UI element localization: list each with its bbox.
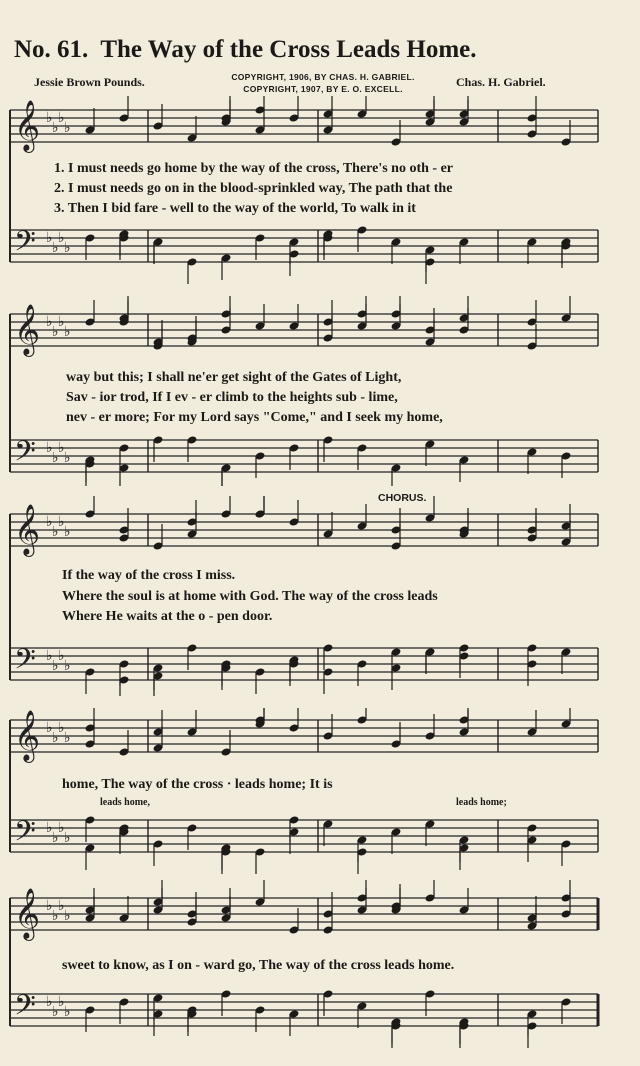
svg-text:♭: ♭ — [64, 830, 71, 846]
treble-staff — [10, 898, 598, 930]
svg-text:♭: ♭ — [46, 720, 53, 736]
svg-text:♭: ♭ — [58, 440, 65, 456]
svg-text:♭: ♭ — [58, 720, 65, 736]
verse-1-line-3: If the way of the cross I miss. — [62, 568, 236, 583]
copyright-notice — [198, 71, 448, 95]
chorus-label: CHORUS. — [378, 492, 427, 504]
svg-text:♭: ♭ — [52, 1004, 59, 1020]
verse-1-line-2: way but this; I shall ne'er get sight of the Gates of Light, — [66, 370, 402, 385]
verse-2-line-3: Where the soul is at home with God. The way of the cross leads — [62, 589, 438, 604]
treble-staff — [10, 110, 598, 142]
svg-text:𝄢: 𝄢 — [14, 643, 36, 683]
refrain-line-1: home, The way of the cross · leads home; It is — [62, 777, 333, 792]
hymn-title: The Way of the Cross Leads Home. — [100, 36, 477, 63]
echo-text-left: leads home, — [100, 797, 150, 808]
verse-3-line-3: Where He waits at the o - pen door. — [62, 609, 273, 624]
treble-staff — [10, 514, 598, 546]
copyright-line: COPYRIGHT, 1906, BY CHAS. H. GABRIEL. — [231, 72, 415, 82]
svg-text:𝄞: 𝄞 — [14, 304, 41, 355]
svg-text:𝄞: 𝄞 — [14, 504, 41, 555]
bass-staff — [10, 820, 598, 852]
svg-text:♭: ♭ — [46, 994, 53, 1010]
svg-text:𝄢: 𝄢 — [14, 435, 36, 475]
svg-text:♭: ♭ — [58, 820, 65, 836]
svg-text:♭: ♭ — [46, 514, 53, 530]
svg-text:♭: ♭ — [64, 324, 71, 340]
bass-staff — [10, 648, 598, 680]
svg-text:♭: ♭ — [58, 514, 65, 530]
svg-text:♭: ♭ — [46, 110, 53, 126]
svg-text:♭: ♭ — [52, 908, 59, 924]
svg-text:𝄞: 𝄞 — [14, 100, 41, 151]
svg-text:♭: ♭ — [46, 314, 53, 330]
verse-2-line-1: 2. I must needs go on in the blood-sprinkled way, The path that the — [54, 181, 453, 196]
refrain-line-2: sweet to know, as I on - ward go, The way of the cross leads home. — [62, 958, 455, 973]
music-system-4 — [0, 708, 640, 878]
svg-text:♭: ♭ — [64, 730, 71, 746]
verse-1-line-1: 1. I must needs go home by the way of the cross, There's no oth - er — [54, 161, 453, 176]
svg-text:♭: ♭ — [64, 120, 71, 136]
svg-text:♭: ♭ — [52, 120, 59, 136]
svg-text:♭: ♭ — [58, 994, 65, 1010]
svg-text:𝄢: 𝄢 — [14, 989, 36, 1029]
bass-staff — [10, 994, 598, 1026]
svg-text:♭: ♭ — [52, 240, 59, 256]
svg-text:𝄢: 𝄢 — [14, 815, 36, 855]
copyright-line: COPYRIGHT, 1907, BY E. O. EXCELL. — [243, 84, 403, 94]
echo-text-right: leads home; — [456, 797, 507, 808]
svg-text:♭: ♭ — [64, 450, 71, 466]
svg-text:♭: ♭ — [58, 230, 65, 246]
verse-2-line-2: Sav - ior trod, If I ev - er climb to the heights sub - lime, — [66, 390, 398, 405]
svg-text:♭: ♭ — [64, 658, 71, 674]
svg-text:♭: ♭ — [46, 898, 53, 914]
svg-text:♭: ♭ — [46, 230, 53, 246]
svg-text:♭: ♭ — [64, 240, 71, 256]
svg-text:♭: ♭ — [46, 440, 53, 456]
svg-text:♭: ♭ — [52, 524, 59, 540]
lyricist-credit: Jessie Brown Pounds. — [34, 75, 145, 89]
svg-text:♭: ♭ — [58, 648, 65, 664]
svg-text:𝄞: 𝄞 — [14, 710, 41, 761]
bass-staff — [10, 230, 598, 262]
svg-text:♭: ♭ — [46, 648, 53, 664]
svg-text:♭: ♭ — [52, 450, 59, 466]
svg-text:♭: ♭ — [58, 898, 65, 914]
svg-text:♭: ♭ — [58, 314, 65, 330]
svg-text:♭: ♭ — [64, 908, 71, 924]
svg-text:♭: ♭ — [52, 658, 59, 674]
svg-text:𝄢: 𝄢 — [14, 225, 36, 265]
svg-text:♭: ♭ — [58, 110, 65, 126]
hymn-number: No. 61. — [14, 36, 89, 63]
bass-staff — [10, 440, 598, 472]
treble-staff — [10, 720, 598, 752]
svg-text:♭: ♭ — [46, 820, 53, 836]
svg-text:♭: ♭ — [52, 730, 59, 746]
svg-text:♭: ♭ — [52, 324, 59, 340]
verse-3-line-1: 3. Then I bid fare - well to the way of the world, To walk in it — [54, 201, 416, 216]
verse-3-line-2: nev - er more; For my Lord says "Come," and I seek my home, — [66, 410, 443, 425]
svg-text:♭: ♭ — [64, 1004, 71, 1020]
treble-staff — [10, 314, 598, 346]
svg-text:𝄞: 𝄞 — [14, 888, 41, 939]
svg-text:♭: ♭ — [64, 524, 71, 540]
hymn-title-line — [14, 36, 626, 64]
composer-credit: Chas. H. Gabriel. — [456, 75, 546, 89]
svg-text:♭: ♭ — [52, 830, 59, 846]
